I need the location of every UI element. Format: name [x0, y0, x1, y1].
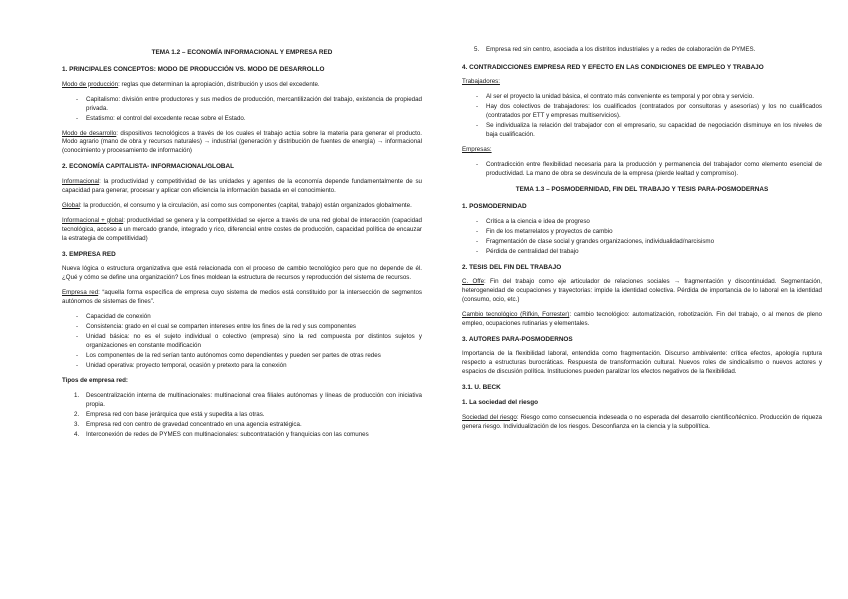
item-number: 3.	[74, 420, 80, 428]
term: Empresa red	[62, 288, 99, 296]
list-types-continued	[462, 46, 822, 55]
paragraph-informacional	[62, 178, 422, 196]
text: : reglas que determinan la apropiación, distribución y usos del excedente.	[118, 80, 320, 88]
text: : la producción, el consumo y la circulación, así como sus componentes (capital, trabajo) están organizados globalmente.	[79, 201, 412, 209]
section-heading-beck: 3.1. U. BECK	[462, 384, 501, 392]
text: : Fin del trabajo como eje articulador de relaciones sociales → fragmentación y discontinuidad. Segmentación, heterogeneidad de ocupaciones y trayectorias: impide la identidad colectiva. Pérdida de importancia de lo laboral en la identidad (consumo, ocio, etc.)	[462, 277, 822, 303]
term: Cambio tecnológico (Rifkin, Forrester)	[462, 310, 570, 318]
left-column	[62, 48, 422, 446]
list-workers	[462, 93, 822, 140]
list-item: - Los componentes de la red serían tanto autónomos como dependientes y pueden ser partes de otras redes	[62, 352, 422, 361]
workers-label	[462, 78, 822, 87]
list-item: - Fragmentación de clase social y grandes organizaciones, individualidad/narcisismo	[462, 238, 822, 247]
doc-title: TEMA 1.2 – ECONOMÍA INFORMACIONAL Y EMPRESA RED	[151, 49, 333, 56]
section-heading-autores: 3. AUTORES PARA-POSMODERNOS	[462, 335, 573, 343]
paragraph-informacional-global	[62, 217, 422, 244]
text: : “aquella forma específica de empresa cuyo sistema de medios está constituido por la intersección de segmentos autónomos de sistemas de fines”.	[62, 288, 423, 305]
list-item	[62, 431, 422, 440]
list-item: - Unidad básica: no es el sujeto individual o colectivo (empresa) sino la red compuesta por distintos sujetos y organizaciones en constante modificación	[62, 333, 422, 351]
section-heading-fin-trabajo: 2. TESIS DEL FIN DEL TRABAJO	[462, 263, 562, 271]
list-item: - Fin de los metarrelatos y proyectos de cambio	[462, 228, 822, 237]
paragraph-nueva-logica: Nueva lógica o estructura organizativa que está relacionada con el proceso de cambio tecnológico pero que no depende de él. ¿Qué y cómo se define una organización? Los fines moldean la estructura de recursos y reproducción del sistema de recursos.	[62, 264, 422, 281]
list-modo-produccion	[62, 96, 422, 124]
item-number: 5.	[474, 46, 480, 53]
paragraph-cambio-tecnologico	[462, 311, 822, 329]
right-column	[462, 46, 822, 438]
list-item	[62, 392, 422, 410]
types-heading: Tipos de empresa red:	[62, 376, 128, 384]
text: : dispositivos tecnológicos a través de los cuales el trabajo actúa sobre la materia para generar el producto. Modo agrario (mano de obra y recursos naturales) → industrial (generación y distribución de fuentes de energía) → informacional (conocimiento y procesamiento de información)	[62, 129, 422, 155]
list-item: - Pérdida de centralidad del trabajo	[462, 248, 822, 257]
list-empresa-red	[62, 313, 422, 371]
list-item: - Al ser el proyecto la unidad básica, el contrato más conveniente es temporal y por obra y servicio.	[462, 93, 822, 102]
text: : la productividad y competitividad de las unidades y agentes de la economía depende fundamentalmente de su capacidad para generar, procesar y aplicar con eficiencia la información basada en el conocimiento.	[62, 177, 422, 194]
list-item: - Unidad operativa: proyecto temporal, ocasión y pretexto para la conexión	[62, 362, 422, 371]
item-text: Empresa red con base jerárquica que está y supedita a las otras.	[86, 410, 265, 418]
section-heading-2: 2. ECONOMÍA CAPITALISTA- INFORMACIONAL/GLOBAL	[62, 163, 235, 171]
paragraph-modo-produccion	[62, 81, 422, 90]
term: Informacional + global	[62, 216, 124, 224]
text: : Riesgo como consecuencia indeseada o no esperada del desarrollo científico/técnico. Producción de riqueza genera riesgo. Individualización de los riesgos. Desconfianza en la ciencia y la subpolítica.	[462, 413, 822, 430]
list-item: - Consistencia: grado en el cual se comparten intereses entre los fines de la red y sus componentes	[62, 323, 422, 332]
term: Informacional	[62, 177, 100, 185]
list-item: - Capitalismo: división entre productores y sus medios de producción, mercantilización del trabajo, existencia de propiedad privada.	[62, 96, 422, 114]
term: Global	[62, 201, 80, 209]
section-heading-3: 3. EMPRESA RED	[62, 250, 116, 258]
list-item: - Estatismo: el control del excedente recae sobre el Estado.	[62, 115, 422, 124]
item-text: Empresa red sin centro, asociada a los distritos industriales y a redes de colaboración de PYMES.	[486, 46, 756, 53]
paragraph-autores: Importancia de la flexibilidad laboral, entendida como fragmentación. Discurso ambivalente: crítica efectos, apología ruptura respecto a estructuras burocráticas. Respuesta de transformación cultural. Nuevos roles de sindicalismo o nuevos actores y espacios de discusión política. Instituciones pueden paralizar los efectos negativos de la flexibilidad.	[462, 350, 822, 376]
item-text: Empresa red con centro de gravedad concentrado en una agencia estratégica.	[86, 420, 302, 428]
item-number: 1.	[74, 391, 80, 399]
term: Modo de producción	[62, 80, 119, 88]
item-number: 2.	[74, 410, 80, 418]
companies-label	[462, 146, 822, 155]
list-companies	[462, 161, 822, 179]
paragraph-global	[62, 202, 422, 211]
list-posmodernidad	[462, 218, 822, 257]
paragraph-offe	[462, 278, 822, 305]
doc-title-2: TEMA 1.3 – POSMODERNIDAD, FIN DEL TRABAJO Y TESIS PARA-POSMODERNAS	[515, 186, 769, 194]
paragraph-modo-desarrollo	[62, 130, 422, 157]
list-item: - Crítica a la ciencia e idea de progreso	[462, 218, 822, 227]
list-item: - Se individualiza la relación del trabajador con el empresario, su capacidad de negociación disminuye en los niveles de baja cualificación.	[462, 122, 822, 140]
subheading-sociedad-riesgo: 1. La sociedad del riesgo	[462, 399, 539, 407]
list-item: - Capacidad de conexión	[62, 313, 422, 322]
section-heading-1: 1. PRINCIPALES CONCEPTOS: MODO DE PRODUCCIÓN VS. MODO DE DESARROLLO	[62, 66, 325, 74]
item-text: Interconexión de redes de PYMES con multinacionales: subcontratación y franquicias con las comunes	[86, 430, 369, 438]
list-item: - Contradicción entre flexibilidad necesaria para la producción y permanencia del trabajador como elemento esencial de productividad. La mano de obra se desvincula de la empresa (pierde lealtad y compromiso).	[462, 161, 822, 179]
text: : cambio tecnológico: automatización, robotización. Fin del trabajo, o al menos de pleno empleo, ocupaciones rutinarias y elementales.	[462, 310, 822, 327]
term: C. Offe	[462, 277, 485, 285]
item-text: Descentralización interna de multinacionales: multinacional crea filiales autónomas y líneas de producción con iniciativa propia.	[86, 391, 422, 408]
section-heading-4: 4. CONTRADICCIONES EMPRESA RED Y EFECTO EN LAS CONDICIONES DE EMPLEO Y TRABAJO	[462, 63, 764, 71]
term: Modo de desarrollo	[62, 129, 117, 137]
list-item	[462, 46, 822, 55]
text: : productividad se genera y la competitividad se ejerce a través de una red global de interacción (capacidad tecnológica, acceso a un mercado grande, integrado y rico, diferencial entre costes de producción, capacidad política de encauzar la estrategia de competitividad)	[62, 216, 422, 242]
list-types	[62, 392, 422, 440]
item-number: 4.	[74, 430, 80, 438]
list-item	[62, 411, 422, 420]
section-heading-posmodernidad: 1. POSMODERNIDAD	[462, 203, 527, 211]
label: Empresas:	[462, 146, 492, 154]
paragraph-sociedad-riesgo	[462, 414, 822, 432]
label: Trabajadores:	[462, 78, 500, 86]
paragraph-empresa-red	[62, 289, 422, 307]
list-item	[62, 421, 422, 430]
list-item: - Hay dos colectivos de trabajadores: los cualificados (contratados por consultoras y asesorías) y los no cualificados (contratados por ETT y empresas multiservicios).	[462, 103, 822, 121]
term: Sociedad del riesgo	[462, 413, 517, 421]
